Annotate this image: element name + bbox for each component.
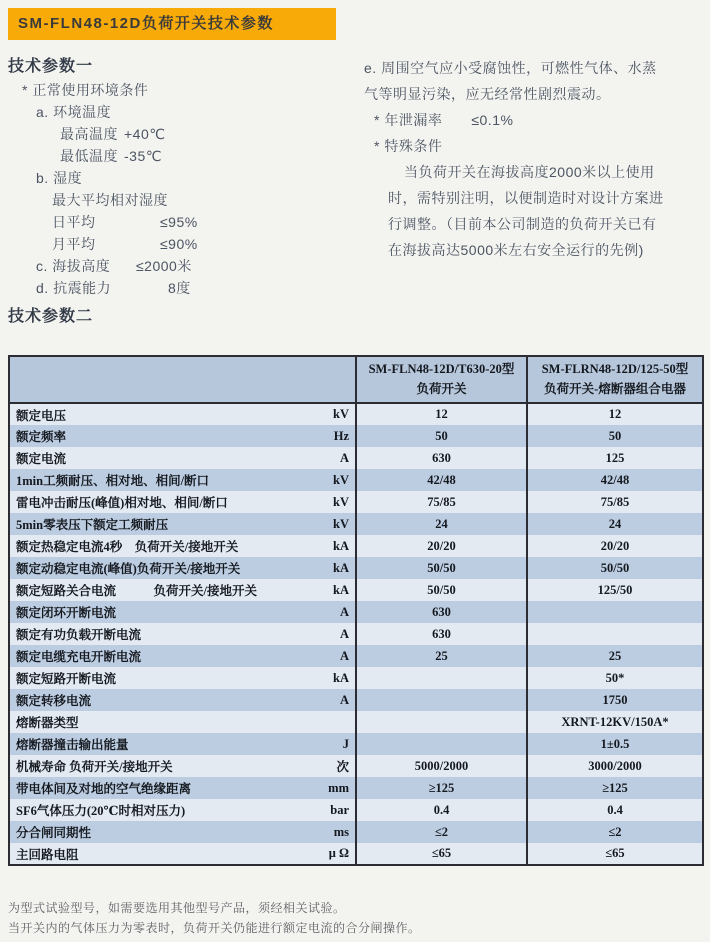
max-temp-label: 最高温度 [60, 126, 118, 142]
monthly-avg-line [8, 233, 360, 255]
table-row [9, 689, 703, 711]
param-value-col1: 20/20 [356, 535, 527, 557]
max-temp-line [8, 123, 360, 145]
special-note-line1: 当负荷开关在海拔高度2000米以上使用 [404, 164, 655, 180]
param-name: 分合闸同期性 [16, 826, 92, 840]
param-unit: ms [290, 821, 356, 843]
header-col-combo-line2: 负荷开关-熔断器组合电器 [544, 381, 686, 396]
param-value-col1 [356, 711, 527, 733]
param-value-col1: ≤65 [356, 843, 527, 865]
param-value-col1: 42/48 [356, 469, 527, 491]
special-note-line4: 在海拔高达5000米左右安全运行的先例) [388, 242, 644, 258]
table-row [9, 667, 703, 689]
param-value-col2: 25 [608, 648, 622, 663]
param-value-col2: 50 [608, 428, 622, 443]
param-value-col1: 0.4 [356, 799, 527, 821]
table-row [9, 733, 703, 755]
table-row [9, 403, 703, 425]
altitude-value: ≤2000米 [136, 258, 192, 274]
param-name: 1min工频耐压、相对地、相间/断口 [16, 474, 210, 488]
table-row [9, 843, 703, 865]
header-col-combo-line1: SM-FLRN48-12D/125-50型 [541, 362, 689, 377]
param-value-col2: 125 [605, 450, 625, 465]
param-value-col1: 630 [356, 601, 527, 623]
param-unit: kV [290, 469, 356, 491]
seismic-line [8, 277, 360, 299]
seismic-label: d. 抗震能力 [36, 280, 112, 296]
rel-humidity-line: 最大平均相对湿度 [52, 192, 168, 208]
daily-avg-line [8, 211, 360, 233]
param-name: 额定热稳定电流4秒 负荷开关/接地开关 [16, 540, 239, 554]
param-value-col2 [527, 601, 703, 623]
table-row [9, 425, 703, 447]
param-name: 额定电流 [16, 452, 67, 466]
param-name: 主回路电阻 [16, 847, 79, 862]
param-unit: bar [290, 799, 356, 821]
specs-table [8, 355, 704, 866]
param-value-col2: 1750 [602, 692, 628, 707]
min-temp-value: -35℃ [124, 148, 162, 164]
param-unit: kA [290, 535, 356, 557]
param-name: 额定电缆充电开断电流 [16, 650, 142, 664]
param-unit: kV [290, 403, 356, 425]
ambient-temp-line: a. 环境温度 [36, 104, 112, 120]
param-value-col1: 50 [356, 425, 527, 447]
param-name: 熔断器撞击输出能量 [16, 738, 129, 752]
parameters-columns [8, 55, 702, 329]
monthly-avg-label: 月平均 [52, 236, 96, 252]
table-row [9, 513, 703, 535]
param-name: 熔断器类型 [16, 716, 79, 730]
param-value-col1: 50/50 [356, 557, 527, 579]
param-value-col1: 25 [356, 645, 527, 667]
max-temp-value: +40℃ [124, 126, 166, 142]
footnote-zero-pressure: 当开关内的气体压力为零表时，负荷开关仍能进行额定电流的合分闸操作。 [8, 921, 421, 935]
param-unit: Hz [290, 425, 356, 447]
param-value-col1 [356, 667, 527, 689]
param-name: 额定短路关合电流 负荷开关/接地开关 [16, 584, 257, 598]
param-value-col2: 3000/2000 [588, 758, 642, 773]
param-value-col2: 50* [605, 670, 625, 685]
monthly-avg-value: ≤90% [160, 236, 198, 252]
param-unit: μ Ω [290, 843, 356, 865]
special-note-line2: 时，需特别注明，以便制造时对设计方案进 [388, 190, 664, 206]
param-name: 额定转移电流 [16, 694, 92, 708]
param-unit: kV [290, 513, 356, 535]
param-unit: J [290, 733, 356, 755]
param-unit: kV [290, 491, 356, 513]
header-col-switch-line1: SM-FLN48-12D/T630-20型 [368, 362, 515, 377]
param-value-col1: ≤2 [356, 821, 527, 843]
min-temp-line [8, 145, 360, 167]
param-name: SF6气体压力(20℃时相对压力) [16, 804, 186, 818]
param-name: 5min零表压下额定工频耐压 [16, 518, 169, 532]
table-row [9, 821, 703, 843]
param-value-col1: 24 [356, 513, 527, 535]
param-unit: A [290, 623, 356, 645]
table-row [9, 491, 703, 513]
param-value-col1: 5000/2000 [356, 755, 527, 777]
table-row [9, 535, 703, 557]
air-condition-line2: 气等明显污染，应无经常性剧烈震动。 [364, 86, 611, 102]
params2-heading: 技术参数二 [8, 308, 94, 325]
altitude-line [8, 255, 360, 277]
table-row [9, 623, 703, 645]
param-value-col1: 630 [356, 623, 527, 645]
param-value-col1: 12 [356, 403, 527, 425]
param-value-col2: 12 [608, 407, 622, 421]
param-value-col1 [356, 733, 527, 755]
param-value-col1: 75/85 [356, 491, 527, 513]
air-condition-line1: e. 周围空气应小受腐蚀性，可燃性气体、水蒸 [364, 60, 657, 76]
param-unit: mm [290, 777, 356, 799]
param-value-col1 [356, 689, 527, 711]
table-header-row [9, 356, 703, 403]
table-row [9, 777, 703, 799]
param-unit: kA [290, 557, 356, 579]
param-name: 额定有功负载开断电流 [16, 628, 142, 642]
param-value-col1: ≥125 [356, 777, 527, 799]
param-unit: 次 [290, 755, 356, 777]
footnotes [8, 898, 702, 938]
param-value-col2: 20/20 [600, 538, 630, 553]
param-name: 额定动稳定电流(峰值)负荷开关/接地开关 [16, 562, 241, 576]
section-params1-right [360, 55, 702, 329]
table-row [9, 755, 703, 777]
params1-heading: 技术参数一 [8, 58, 94, 75]
param-unit: A [290, 447, 356, 469]
param-value-col2: 50/50 [600, 560, 630, 575]
header-col-switch [356, 356, 527, 403]
leak-rate-line: * 年泄漏率 ≤0.1% [374, 112, 514, 128]
param-name: 带电体间及对地的空气绝缘距离 [16, 782, 192, 796]
table-row [9, 645, 703, 667]
param-name: 额定频率 [16, 430, 67, 444]
special-conditions-line: * 特殊条件 [374, 138, 443, 154]
param-unit: kA [290, 667, 356, 689]
param-unit [290, 711, 356, 733]
env-conditions-line: * 正常使用环境条件 [22, 82, 149, 98]
altitude-label: c. 海拔高度 [36, 258, 111, 274]
param-unit: A [290, 689, 356, 711]
param-value-col2: 1±0.5 [600, 736, 630, 751]
param-value-col2: 125/50 [597, 582, 633, 597]
header-empty-cell [9, 356, 356, 403]
param-value-col2: 24 [608, 516, 622, 531]
seismic-value: 8度 [168, 280, 191, 296]
footnote-type-test: 为型式试验型号，如需要选用其他型号产品，须经相关试验。 [8, 901, 346, 915]
param-name: 雷电冲击耐压(峰值)相对地、相间/断口 [16, 496, 228, 510]
param-value-col2: ≤2 [608, 824, 622, 839]
param-value-col1: 630 [356, 447, 527, 469]
page-title: SM-FLN48-12D负荷开关技术参数 [8, 8, 336, 40]
param-unit: A [290, 645, 356, 667]
table-row [9, 711, 703, 733]
table-row [9, 601, 703, 623]
param-unit: A [290, 601, 356, 623]
param-value-col1: 50/50 [356, 579, 527, 601]
table-row [9, 447, 703, 469]
table-row [9, 557, 703, 579]
param-value-col2 [527, 623, 703, 645]
param-unit: kA [290, 579, 356, 601]
min-temp-label: 最低温度 [60, 148, 118, 164]
header-col-combo [527, 356, 703, 403]
param-name: 额定电压 [16, 408, 67, 423]
special-note-line3: 行调整。（目前本公司制造的负荷开关已有 [388, 216, 657, 232]
param-name: 额定短路开断电流 [16, 672, 117, 686]
header-col-switch-line2: 负荷开关 [416, 381, 467, 396]
table-row [9, 799, 703, 821]
param-value-col2: ≥125 [602, 780, 628, 795]
param-value-col2: ≤65 [605, 846, 625, 860]
section-params1 [8, 55, 360, 329]
param-value-col2: 42/48 [600, 472, 630, 487]
daily-avg-label: 日平均 [52, 214, 96, 230]
param-name: 额定闭环开断电流 [16, 606, 117, 620]
param-name: 机械寿命 负荷开关/接地开关 [16, 760, 173, 774]
daily-avg-value: ≤95% [160, 214, 198, 230]
param-value-col2: 75/85 [600, 494, 630, 509]
table-row [9, 469, 703, 491]
param-value-col2: 0.4 [607, 802, 623, 817]
param-value-col2: XRNT-12KV/150A* [561, 714, 669, 729]
humidity-line: b. 湿度 [36, 170, 83, 186]
table-row [9, 579, 703, 601]
